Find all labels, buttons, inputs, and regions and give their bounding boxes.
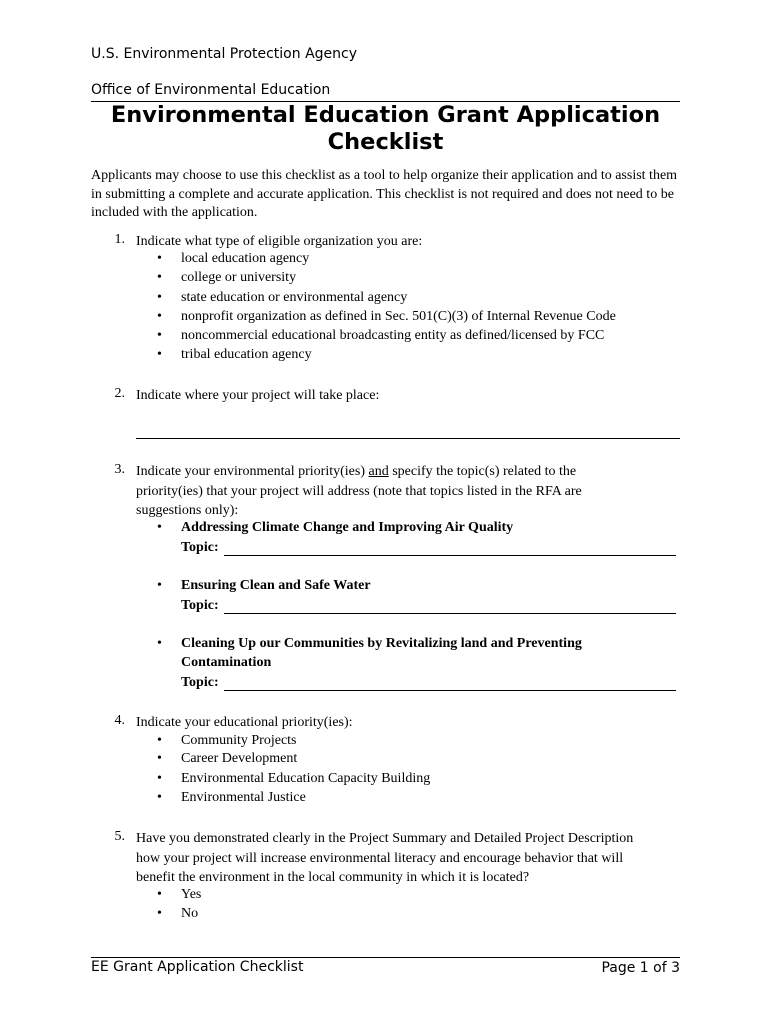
footer-page-number: Page 1 of 3	[601, 960, 680, 976]
question-number: 2.	[114, 386, 125, 401]
footer-divider	[91, 957, 680, 958]
title-line-2: Checklist	[327, 129, 444, 155]
question-text-line-1	[136, 462, 680, 482]
bullet-icon: •	[157, 751, 162, 766]
option-yes: Yes	[181, 887, 202, 902]
topic-label: Topic:	[181, 598, 219, 613]
option-no: No	[181, 906, 199, 921]
option-item: Environmental Education Capacity Building	[181, 771, 431, 786]
question-text: Indicate your educational priority(ies):	[136, 715, 353, 730]
bullet-icon: •	[157, 636, 162, 651]
location-answer-line[interactable]	[136, 438, 680, 439]
topic-answer-line[interactable]	[224, 690, 676, 691]
question-number: 5.	[114, 829, 125, 844]
question-number: 1.	[114, 232, 125, 247]
question-text-line-3: suggestions only):	[136, 503, 239, 518]
priority-item: Ensuring Clean and Safe Water	[181, 578, 371, 593]
topic-answer-line[interactable]	[224, 613, 676, 614]
question-text-line-2: priority(ies) that your project will address (note that topics listed in the RFA are	[136, 483, 582, 499]
intro-paragraph: Applicants may choose to use this checklist as a tool to help organize their application and to assist them in submitting a complete and accurate application. This checklist is not required and does not need to be included with the application.	[91, 168, 678, 220]
topic-label: Topic:	[181, 540, 219, 555]
question-text-line-3: benefit the environment in the local community in which it is located?	[136, 870, 530, 885]
option-item: nonprofit organization as defined in Sec. 501(C)(3) of Internal Revenue Code	[181, 309, 616, 324]
bullet-icon: •	[157, 251, 162, 266]
bullet-icon: •	[157, 290, 162, 305]
underlined-and: and	[368, 464, 389, 479]
question-text-line-1: Have you demonstrated clearly in the Project Summary and Detailed Project Description	[136, 831, 634, 846]
question-number: 4.	[114, 713, 125, 728]
question-text-line-2: how your project will increase environmental literacy and encourage behavior that will	[136, 850, 624, 866]
option-item: Career Development	[181, 751, 298, 766]
option-item: Environmental Justice	[181, 790, 306, 805]
question-text: Indicate where your project will take place:	[136, 388, 380, 403]
option-item: college or university	[181, 270, 297, 285]
agency-name: U.S. Environmental Protection Agency	[91, 46, 358, 62]
question-number: 3.	[114, 462, 125, 477]
document-title	[91, 102, 680, 156]
option-item: Community Projects	[181, 733, 297, 748]
bullet-icon: •	[157, 328, 162, 343]
bullet-icon: •	[157, 887, 162, 902]
option-item: state education or environmental agency	[181, 290, 408, 305]
bullet-icon: •	[157, 520, 162, 535]
bullet-icon: •	[157, 578, 162, 593]
priority-item: Addressing Climate Change and Improving Air Quality	[181, 520, 514, 535]
question-text	[136, 829, 680, 888]
footer-document-name: EE Grant Application Checklist	[91, 959, 304, 975]
bullet-icon: •	[157, 309, 162, 324]
bullet-icon: •	[157, 347, 162, 362]
office-name: Office of Environmental Education	[91, 82, 331, 98]
question-text-part: Indicate your environmental priority(ies)	[136, 464, 369, 479]
option-item: tribal education agency	[181, 347, 312, 362]
bullet-icon: •	[157, 733, 162, 748]
question-text: Indicate what type of eligible organization you are:	[136, 234, 423, 249]
bullet-icon: •	[157, 906, 162, 921]
bullet-icon: •	[157, 790, 162, 805]
bullet-icon: •	[157, 270, 162, 285]
question-text-part: specify the topic(s) related to the	[388, 464, 577, 479]
topic-label: Topic:	[181, 675, 219, 690]
option-item: noncommercial educational broadcasting entity as defined/licensed by FCC	[181, 328, 605, 343]
priority-item: Cleaning Up our Communities by Revitalizing land and Preventing	[181, 636, 582, 651]
topic-answer-line[interactable]	[224, 555, 676, 556]
bullet-icon: •	[157, 771, 162, 786]
question-text	[136, 462, 680, 521]
option-item: local education agency	[181, 251, 310, 266]
title-line-1: Environmental Education Grant Application	[110, 102, 661, 128]
priority-item-continued: Contamination	[181, 655, 272, 670]
